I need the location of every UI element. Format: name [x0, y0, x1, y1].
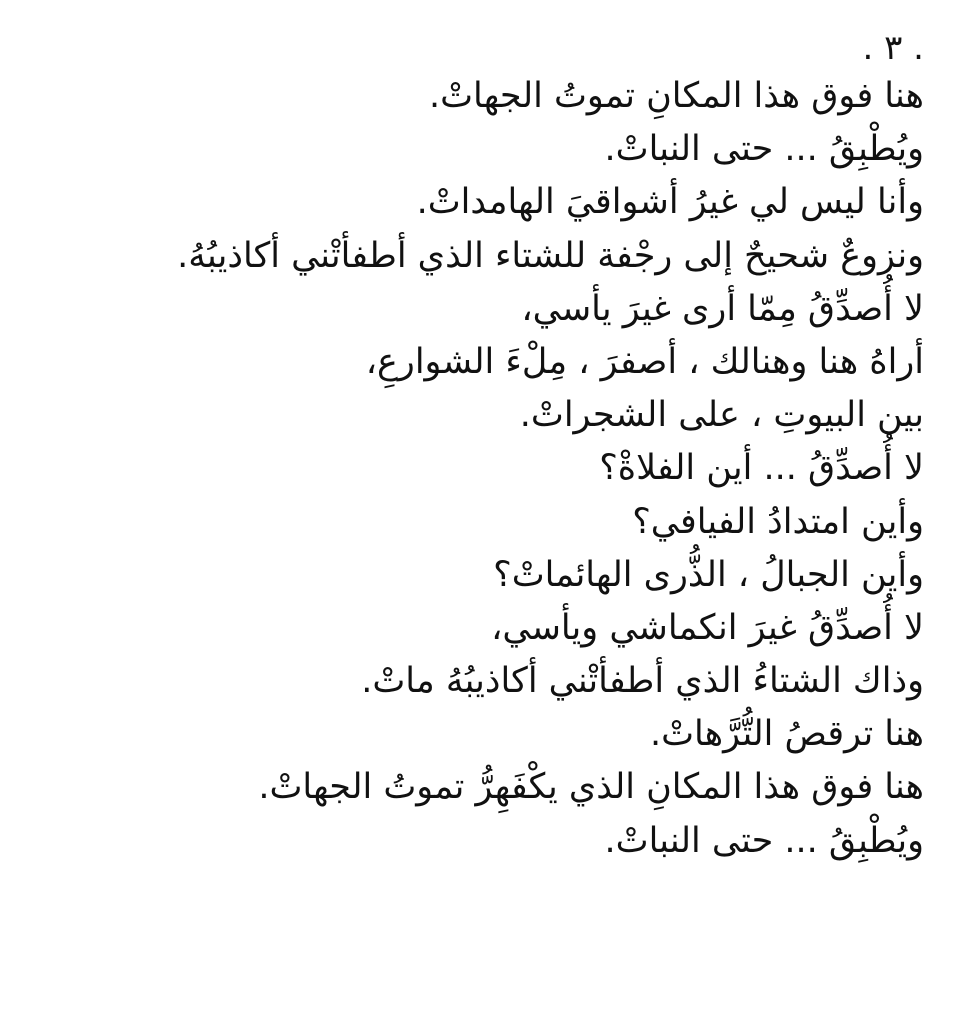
poem-line-13: هنا ترقصُ التُّرَّهاتْ.	[649, 714, 924, 755]
poem-line-7: بين البيوتِ ، على الشجراتْ.	[519, 395, 924, 436]
section-number: . ٣ .	[862, 28, 924, 68]
poem-line-5: لا أُصدِّقُ مِمّا أرى غيرَ يأسي،	[521, 288, 924, 329]
poem-text	[24, 26, 924, 868]
poem-line-14: هنا فوق هذا المكانِ الذي يكْفَهِرُّ تموتُ الجهاتْ.	[258, 767, 924, 808]
poem-line-4: ونزوعٌ شحيحٌ إلى رجْفة للشتاء الذي أطفأتْني أكاذيبُهُ.	[177, 235, 924, 276]
poem-line-10: وأين الجبالُ ، الذُّرى الهائماتْ؟	[493, 554, 924, 595]
poem-line-3: وأنا ليس لي غيرُ أشواقيَ الهامداتْ.	[416, 182, 924, 223]
poem-line-8: لا أُصدِّقُ ... أين الفلاةْ؟	[599, 448, 924, 489]
poem-line-2: ويُطْبِقُ ... حتى النباتْ.	[604, 129, 924, 170]
poem-line-11: لا أُصدِّقُ غيرَ انكماشي ويأسي،	[491, 607, 924, 648]
poem-line-9: وأين امتدادُ الفيافي؟	[632, 501, 924, 542]
poem-line-12: وذاك الشتاءُ الذي أطفأتْني أكاذيبُهُ ماتْ.	[361, 661, 924, 702]
poem-line-15: ويُطْبِقُ ... حتى النباتْ.	[604, 820, 924, 861]
poem-line-1: هنا فوق هذا المكانِ تموتُ الجهاتْ.	[428, 76, 924, 116]
poem-line-6: أراهُ هنا وهنالك ، أصفرَ ، مِلْءَ الشوارعِ،	[365, 341, 924, 382]
